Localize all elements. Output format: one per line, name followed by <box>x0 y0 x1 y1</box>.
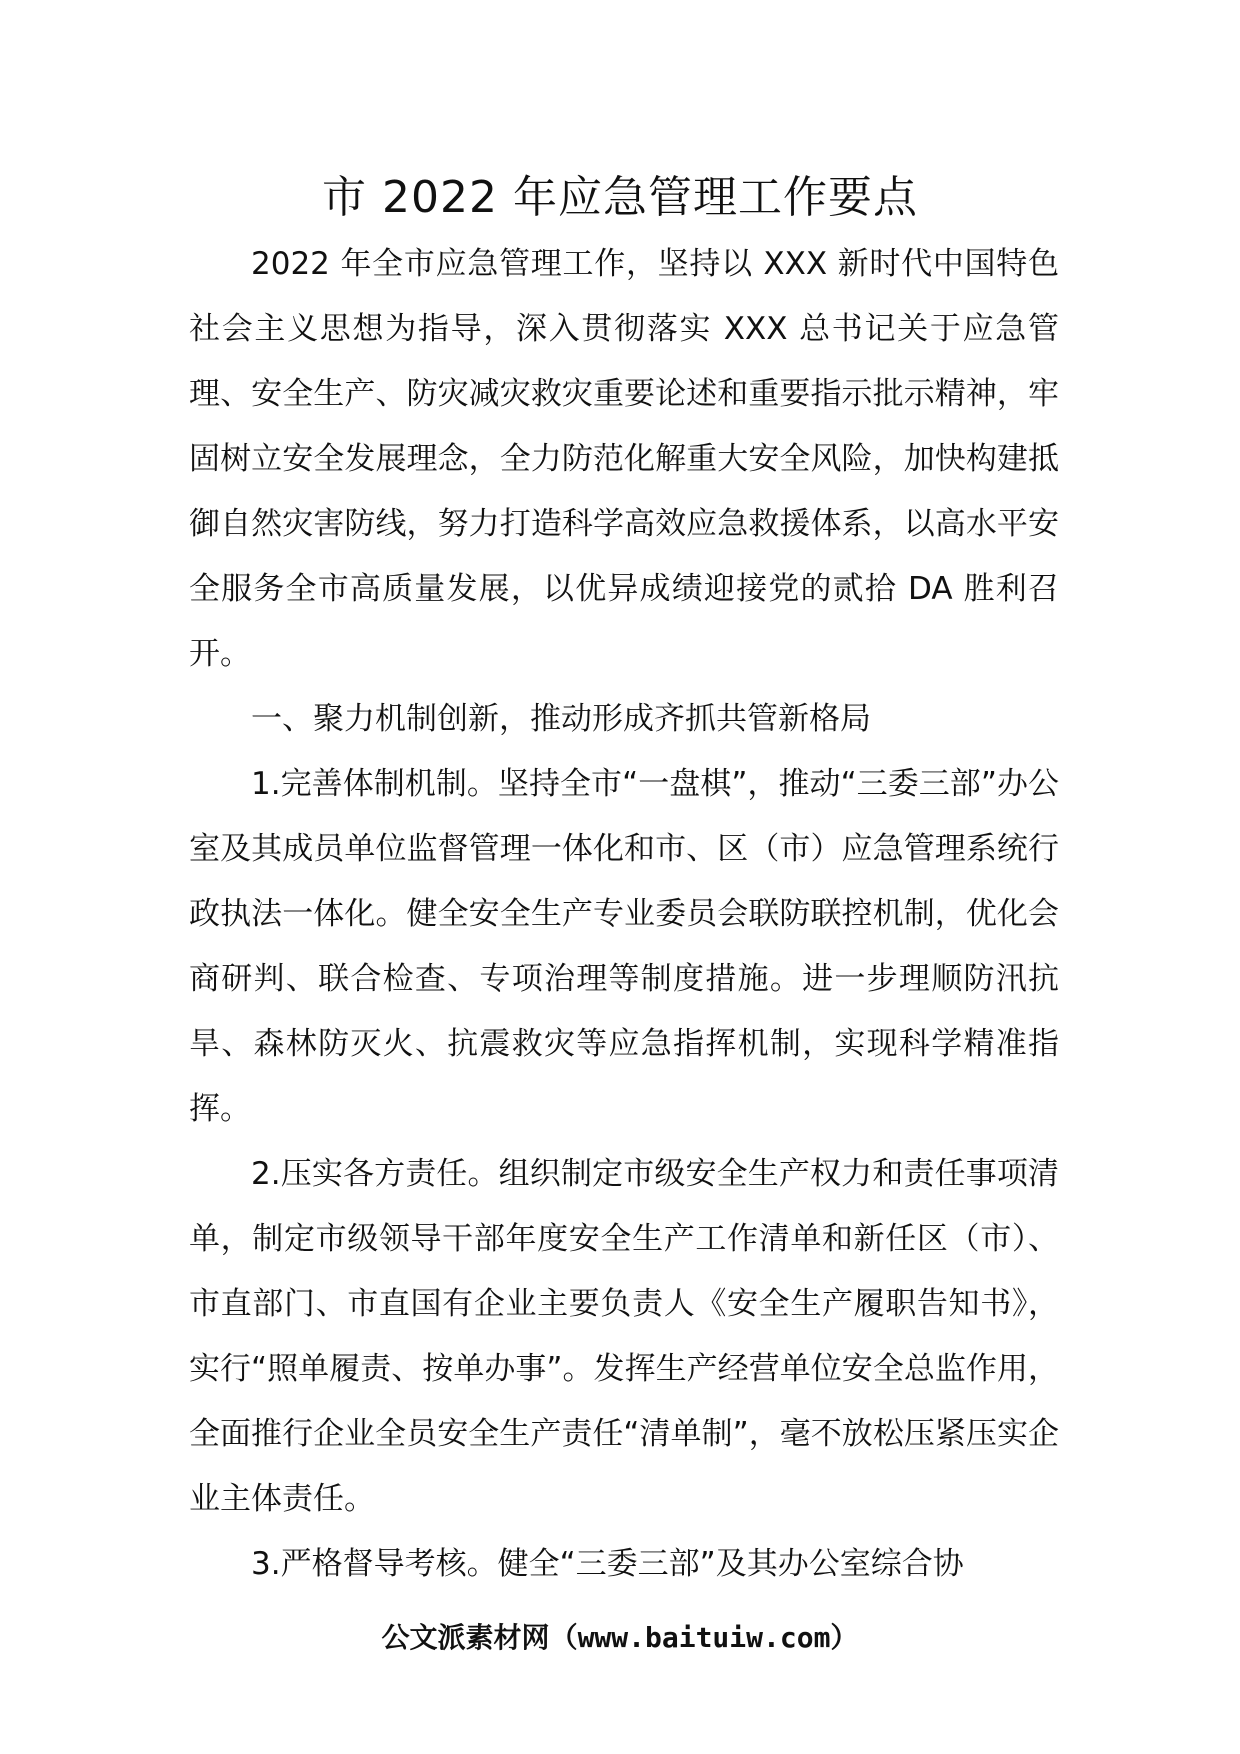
item-paragraph-1: 1.完善体制机制。坚持全市“一盘棋”，推动“三委三部”办公室及其成员单位监督管理一体化和市、区（市）应急管理系统行政执法一体化。健全安全生产专业委员会联防联控机制，优化会商研判、联合检查、专项治理等制度措施。进一步理顺防汛抗旱、森林防灭火、抗震救灾等应急指挥机制，实现科学精准指挥。 <box>189 766 1059 1127</box>
section-heading-1: 一、聚力机制创新，推动形成齐抓共管新格局 <box>251 701 871 737</box>
item-paragraph-2: 2.压实各方责任。组织制定市级安全生产权力和责任事项清单，制定市级领导干部年度安全生产工作清单和新任区（市）、市直部门、市直国有企业主要负责人《安全生产履职告知书》，实行“照单履责、按单办事”。发挥生产经营单位安全总监作用，全面推行企业全员安全生产责任“清单制”，毫不放松压紧压实企业主体责任。 <box>189 1156 1059 1517</box>
intro-paragraph: 2022 年全市应急管理工作，坚持以 XXX 新时代中国特色社会主义思想为指导，深入贯彻落实 XXX 总书记关于应急管理、安全生产、防灾减灾救灾重要论述和重要指示批示精神，牢固树立安全发展理念，全力防范化解重大安全风险，加快构建抵御自然灾害防线，努力打造科学高效应急救援体系，以高水平安全服务全市高质量发展，以优异成绩迎接党的贰拾 DA 胜利召开。 <box>189 246 1059 672</box>
footer-watermark <box>0 1618 1240 1658</box>
document-title: 市 2022 年应急管理工作要点 <box>322 172 918 223</box>
footer-site-name: 公文派素材网 <box>381 1621 550 1654</box>
item-paragraph-3: 3.严格督导考核。健全“三委三部”及其办公室综合协 <box>251 1546 964 1582</box>
footer-url: （www.baituiw.com） <box>549 1621 859 1654</box>
document-body <box>189 232 1059 1597</box>
